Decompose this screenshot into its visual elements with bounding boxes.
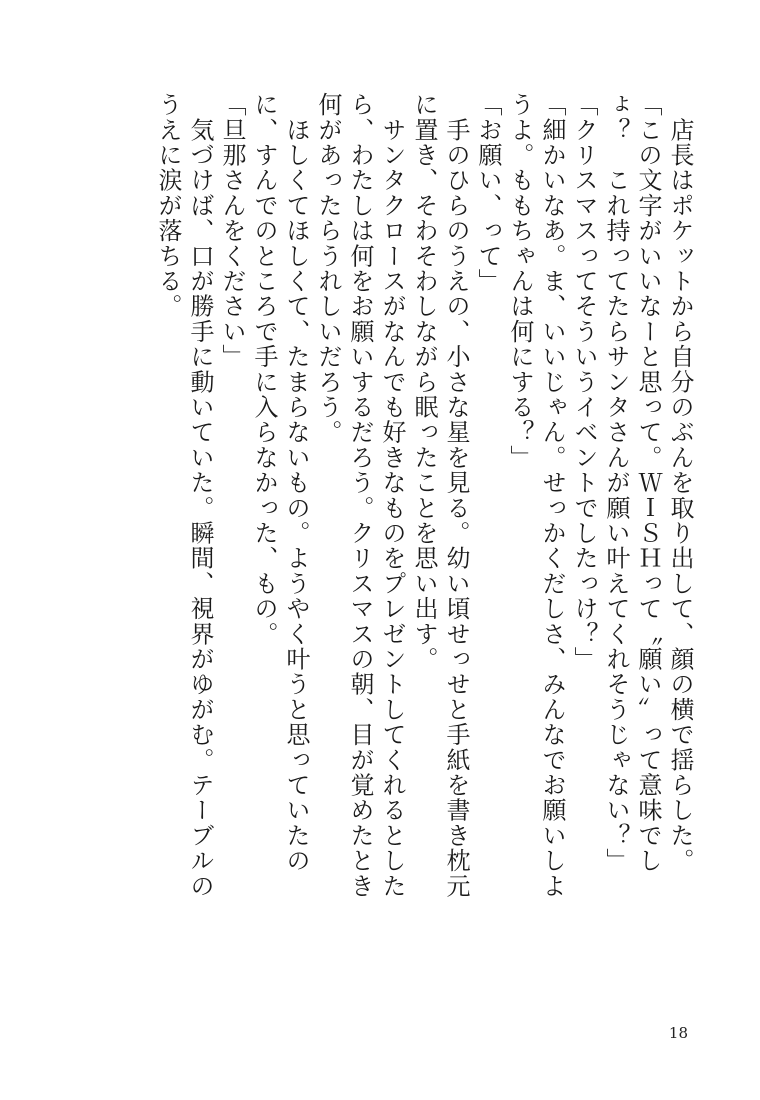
paragraph: 「細かいなあ。ま、いいじゃん。せっかくだしさ、みんなでお願いしようよ。ももちゃんは何にする？」 — [506, 92, 566, 899]
paragraph: 「お願い、って」 — [474, 92, 502, 294]
paragraph: 「クリスマスってそういうイベントでしたっけ？」 — [570, 92, 598, 672]
vertical-body-text — [96, 92, 696, 912]
paragraph: 店長はポケットから自分のぶんを取り出して、顔の横で揺らした。 — [666, 92, 694, 874]
paragraph: 「この文字がいいなーと思って。ＷＩＳＨって〝願い〟って意味でしょ？ これ持ってたらサンタさんが願い叶えてくれそうじゃない？」 — [602, 92, 662, 874]
paragraph: ほしくてほしくて、たまらないもの。ようやく叶うと思っていたのに、すんでのところで手に入らなかった、もの。 — [250, 92, 310, 874]
paragraph: 気づけば、口が勝手に動いていた。瞬間、視界がゆがむ。テーブルのうえに涙が落ちる。 — [154, 92, 214, 899]
paragraph: サンタクロースがなんでも好きなものをプレゼントしてくれるとしたら、わたしは何をお願いするだろう。クリスマスの朝、目が覚めたとき何があったらうれしいだろう。 — [314, 92, 406, 899]
paragraph: 「旦那さんをください」 — [218, 92, 246, 370]
paragraph: 手のひらのうえの、小さな星を見る。幼い頃せっせと手紙を書き枕元に置き、そわそわしながら眠ったことを思い出す。 — [410, 92, 470, 899]
page-number: 18 — [668, 1024, 688, 1042]
